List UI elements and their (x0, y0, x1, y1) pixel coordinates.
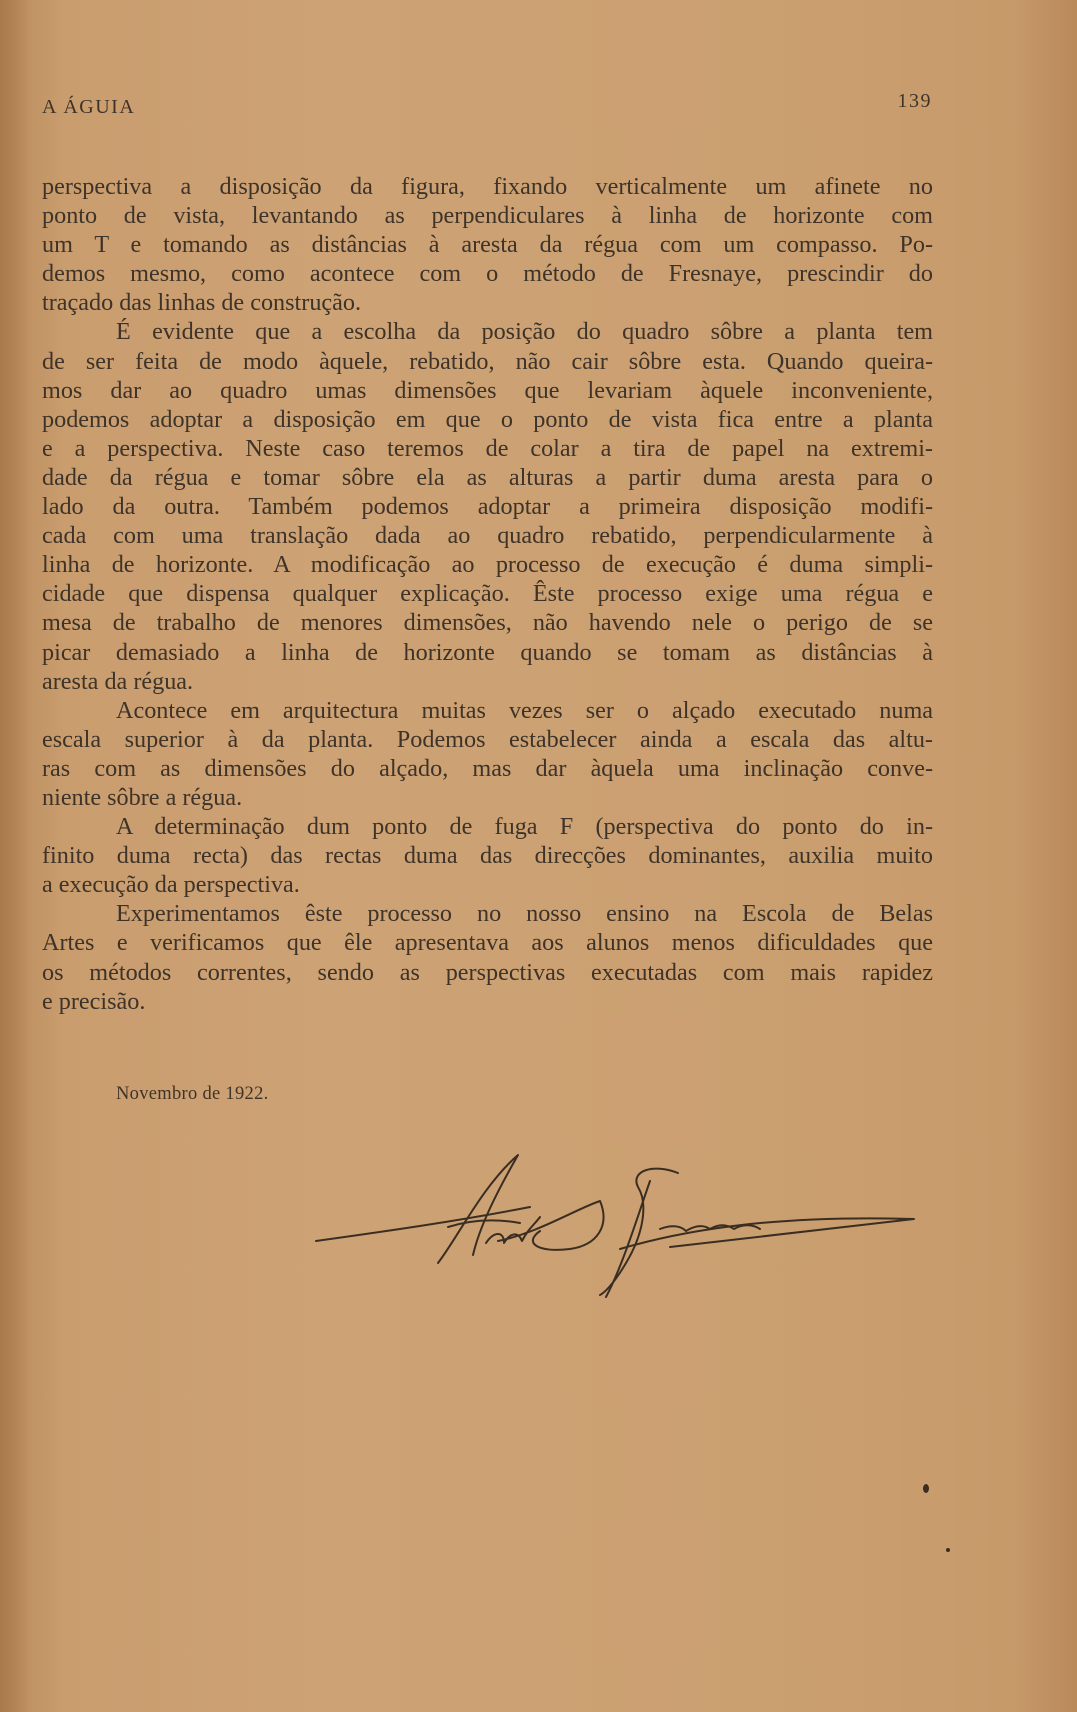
body-line: de ser feita de modo àquele, rebatido, não cair sôbre esta. Quando queira- (42, 347, 933, 375)
body-line: perspectiva a disposição da figura, fixando verticalmente um afinete no (42, 173, 933, 200)
body-line: dade da régua e tomar sôbre ela as alturas a partir duma aresta para o (42, 463, 933, 491)
running-title: A ÁGUIA (42, 96, 136, 118)
body-line: niente sôbre a régua. (42, 783, 243, 811)
body-line: Artes e verificamos que êle apresentava aos alunos menos dificuldades que (42, 929, 933, 957)
page-number: 139 (897, 90, 932, 112)
body-line: ras com as dimensões do alçado, mas dar àquela uma inclinação conve- (42, 754, 933, 782)
body-line: podemos adoptar a disposição em que o ponto de vista fica entre a planta (42, 405, 933, 433)
body-line: cada com uma translação dada ao quadro rebatido, perpendicularmente à (42, 522, 933, 550)
body-line: É evidente que a escolha da posição do quadro sôbre a planta tem (116, 318, 933, 346)
body-line: lado da outra. Também podemos adoptar a primeira disposição modifi- (42, 493, 933, 521)
body-line: Experimentamos êste processo no nosso ensino na Escola de Belas (116, 900, 933, 928)
body-line: mos dar ao quadro umas dimensões que levariam àquele inconveniente, (42, 376, 933, 404)
body-text (42, 172, 933, 1016)
running-head (42, 90, 932, 126)
body-line: os métodos correntes, sendo as perspectivas executadas com mais rapidez (42, 958, 933, 986)
body-line: e precisão. (42, 987, 146, 1015)
body-line: e a perspectiva. Neste caso teremos de colar a tira de papel na extremi- (42, 434, 933, 462)
ink-speck (923, 1484, 929, 1493)
body-line: demos mesmo, como acontece com o método de Fresnaye, prescindir do (42, 260, 933, 288)
body-line: aresta da régua. (42, 667, 194, 695)
body-line: cidade que dispensa qualquer explicação. Êste processo exige uma régua e (42, 580, 933, 608)
body-line: picar demasiado a linha de horizonte quando se tomam as distâncias à (42, 638, 933, 666)
ink-speck (946, 1548, 950, 1552)
dateline: Novembro de 1922. (116, 1084, 269, 1104)
body-line: linha de horizonte. A modificação ao processo de execução é duma simpli- (42, 551, 933, 579)
body-line: A determinação dum ponto de fuga F (perspectiva do ponto do in- (116, 813, 933, 841)
handwritten-signature-icon (308, 1145, 928, 1305)
body-line: a execução da perspectiva. (42, 871, 300, 899)
body-line: traçado das linhas de construção. (42, 289, 362, 317)
body-line: escala superior à da planta. Podemos estabelecer ainda a escala das altu- (42, 725, 933, 753)
body-line: Acontece em arquitectura muitas vezes ser o alçado executado numa (116, 696, 933, 724)
body-line: ponto de vista, levantando as perpendiculares à linha de horizonte com (42, 202, 933, 230)
body-line: finito duma recta) das rectas duma das direcções dominantes, auxilia muito (42, 842, 933, 870)
body-line: um T e tomando as distâncias à aresta da régua com um compasso. Po- (42, 231, 933, 259)
body-line: mesa de trabalho de menores dimensões, não havendo nele o perigo de se (42, 609, 933, 637)
